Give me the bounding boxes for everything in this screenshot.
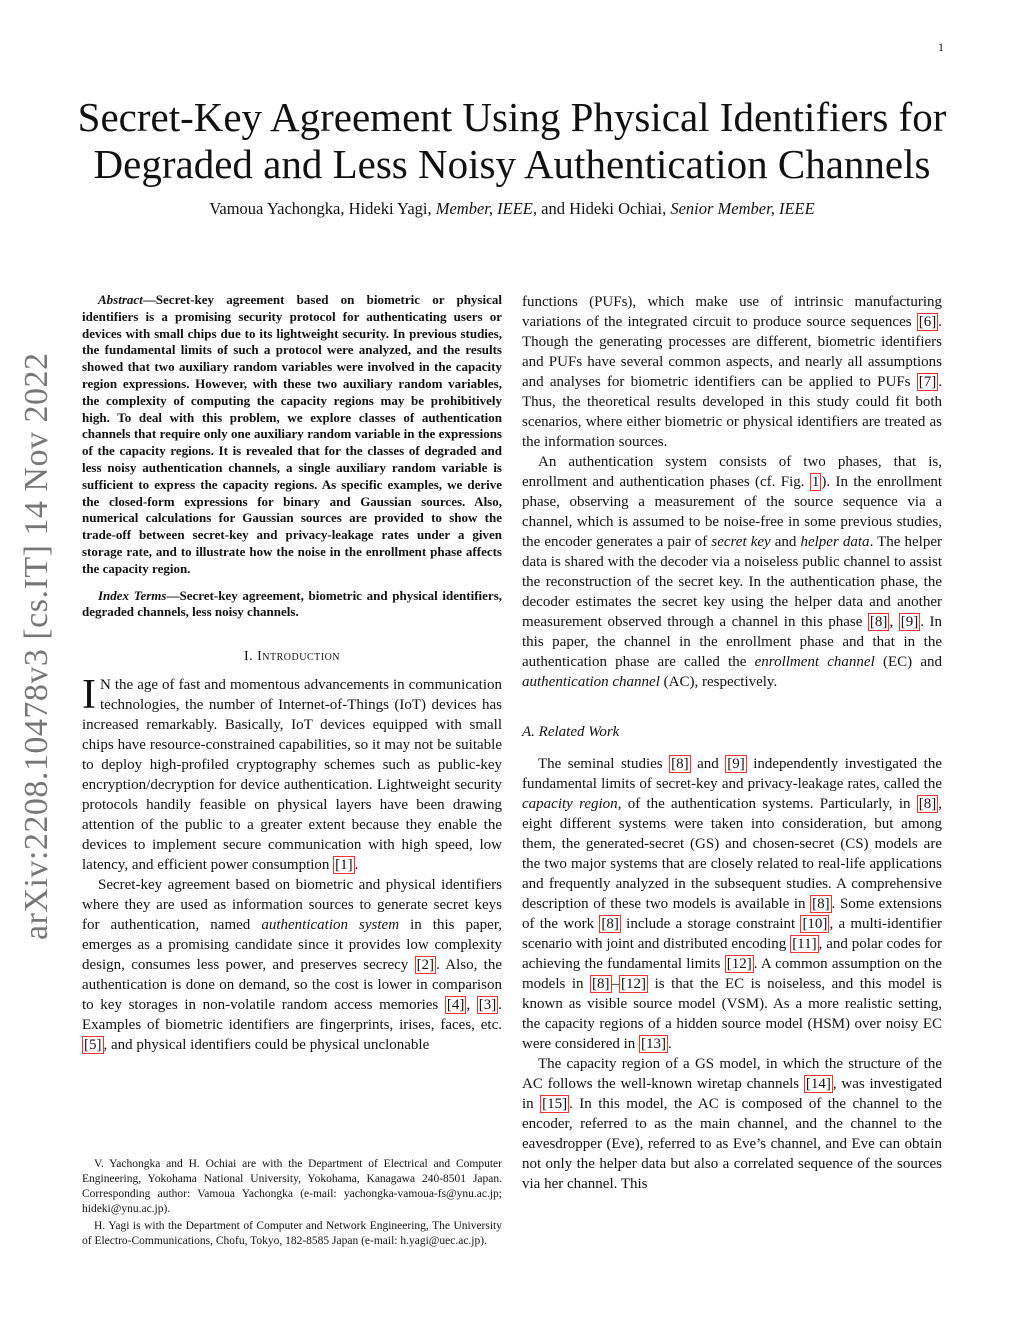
title-line-1: Secret-Key Agreement Using Physical Identifiers for xyxy=(77,94,947,140)
authors-part-2: and Hideki Ochiai, xyxy=(537,199,671,218)
author-role-1: Member, IEEE, xyxy=(435,199,537,218)
citation-link[interactable]: [13] xyxy=(641,1036,667,1052)
text-run: , and physical identifiers could be physical unclonable xyxy=(103,1037,430,1054)
text-run: and xyxy=(770,534,801,550)
abstract xyxy=(82,292,502,578)
text-run: . xyxy=(668,1036,672,1052)
text-run: . A common assumption on the models in xyxy=(522,956,942,992)
title-line-2: Degraded and Less Noisy Authentication Channels xyxy=(93,141,931,187)
intro-p1-end: . xyxy=(354,857,359,874)
citation-link[interactable]: [6] xyxy=(918,314,937,330)
section-number: I. xyxy=(243,649,258,665)
citation-link[interactable]: [3] xyxy=(478,997,497,1014)
paper-title xyxy=(60,94,964,188)
text-run: – xyxy=(611,976,620,992)
text-run: . In this paper, the channel in the enrollment phase and that in the authentication phase are called the xyxy=(522,614,942,670)
emphasis: authentication system xyxy=(261,917,400,934)
citation-link[interactable]: [7] xyxy=(918,374,937,390)
citation-link[interactable]: [10] xyxy=(802,916,828,932)
subsection-heading-related-work: A. Related Work xyxy=(522,724,620,740)
emphasis: enrollment channel xyxy=(754,654,875,670)
emphasis: capacity region xyxy=(522,796,618,812)
abstract-text: —Secret-key agreement based on biometric or physical identifiers is a promising security protocol for authenticating users or devices with small chips due to its lightweight security. In previous studies, the fundamental limits of such a protocol were analyzed, and the results showed that two auxiliary random variables were involved in the capacity region expressions. However, with these two auxiliary random variables, the complexity of computing the capacity regions may be prohibitively high. To deal with this problem, we explore classes of authentication channels that require only one auxiliary random variable in the expressions of the capacity regions. It is revealed that for the classes of degraded and less noisy authentication channels, a single auxiliary random variable is sufficient to express the capacity regions. As specific examples, we derive the closed-form expressions for binary and Gaussian sources. Also, numerical calculations for Gaussian sources are provided to show the trade-off between secret-key and privacy-leakage rates under a given storage rate, and to illustrate how the noise in the enrollment phase affects the capacity region. xyxy=(82,292,502,576)
right-paragraph-1 xyxy=(522,292,942,452)
text-run: . In this model, the AC is composed of the channel to the encoder, referred to as the main channel, and the channel to the eavesdropper (Eve), referred to as Eve’s channel, and Eve can obtain not only the helper data but also a correlated sequence of the sources via her channel. This xyxy=(522,1096,943,1192)
text-run: in this paper, emerges as a promising candidate since it provides low complexity design, consumes less power, and preserves secrecy xyxy=(82,917,502,974)
emphasis: helper data xyxy=(800,534,870,550)
abstract-lead: Abstract xyxy=(98,292,143,307)
text-run: , of the authentication systems. Particularly, in xyxy=(617,796,917,812)
text-run: , eight different systems were taken into consideration, but among them, the generated-secret (GS) and chosen-secret (CS) models are the two major systems that are closely related to real-life applications and frequently analyzed in the subsequent studies. A comprehensive description of these two models is available in xyxy=(522,796,942,912)
text-run: , was investigated in xyxy=(522,1076,942,1112)
citation-link[interactable]: [12] xyxy=(726,956,752,972)
text-run: The capacity region of a GS model, in which the structure of the AC follows the well-known wiretap channels xyxy=(522,1056,942,1092)
index-terms-text: —Secret-key agreement, biometric and physical identifiers, degraded channels, less noisy channels. xyxy=(82,587,503,620)
intro-p1-text: N the age of fast and momentous advancements in communication technologies, the number of Internet-of-Things (IoT) devices has increased remarkably. Basically, IoT devices equipped with small chips have resource-constrained capabilities, so it may not be suitable to deploy high-profiled cryptography schemes such as public-key encryption/decryption for device authentication. Lightweight security protocols handily feasible on physical layers have been drawing attention of the public to a greater extent because they enable the devices to implement secure communication with high speed, low latency, and efficient power consumption xyxy=(82,677,502,874)
arxiv-identifier-stamp[interactable]: arXiv:2208.10478v3 [cs.IT] 14 Nov 2022 xyxy=(18,352,55,940)
section-title: Introduction xyxy=(257,649,341,665)
citation-link[interactable]: [8] xyxy=(601,916,619,932)
text-run: , a multi-identifier scenario with joint and distributed encoding xyxy=(522,916,942,952)
text-run: (EC) and xyxy=(874,654,942,670)
emphasis: authentication channel xyxy=(522,674,660,690)
text-run: , xyxy=(466,997,477,1014)
text-run: . The helper data is shared with the decoder via a noiseless public channel to assist the reconstruction of the secret key. In the authentication phase, the decoder estimates the secret key using the helper data and another measurement observed through a channel in this phase xyxy=(522,534,942,630)
citation-link[interactable]: [14] xyxy=(805,1076,831,1092)
text-run: independently investigated the fundamental limits of secret-key and privacy-leakage rates, called the xyxy=(522,756,942,792)
text-run: include a storage constraint xyxy=(620,916,801,932)
page-number: 1 xyxy=(938,40,944,54)
right-column xyxy=(522,292,942,1194)
text-run: ). In the enrollment phase, observing a measurement of the source sequence via a channel, which is assumed to be noise-free in some previous studies, the encoder generates a pair of xyxy=(522,474,942,550)
text-run: . Thus, the theoretical results developed in this study could fit both scenarios, where either biometric or physical identifiers are treated as the information sources. xyxy=(522,374,942,450)
text-run: (AC), respectively. xyxy=(659,674,778,690)
text-run: is that the EC is noiseless, and this model is known as visible source model (VSM). As a more realistic setting, the capacity regions of a hidden source model (HSM) over noisy EC were considered in xyxy=(522,976,942,1052)
footnote-block xyxy=(82,1157,502,1251)
footnote-affiliation-1: V. Yachongka and H. Ochiai are with the Department of Electrical and Computer Engineering, Yokohama National University, Yokohama, Kanagawa 240-8501 Japan. Corresponding author: Vamoua Yachongka (e-mail: yachongka-vamoua-fs@ynu.ac.jp; hideki@ynu.ac.jp). xyxy=(82,1158,502,1215)
right-paragraph-2 xyxy=(522,452,942,692)
citation-link[interactable]: [4] xyxy=(446,997,465,1014)
right-paragraph-4 xyxy=(522,1054,942,1194)
figure-link[interactable]: 1 xyxy=(811,474,820,490)
text-run: The seminal studies xyxy=(538,756,670,772)
text-run: functions (PUFs), which make use of intrinsic manufacturing variations of the integrated circuit to produce source sequences xyxy=(522,294,942,330)
footnote-affiliation-2: H. Yagi is with the Department of Computer and Network Engineering, The University of Electro-Communications, Chofu, Tokyo, 182-8585 Japan (e-mail: h.yagi@uec.ac.jp). xyxy=(82,1220,502,1247)
index-terms-lead: Index Terms xyxy=(98,587,167,603)
citation-link[interactable]: [8] xyxy=(812,896,830,912)
text-run: An authentication system consists of two phases, that is, enrollment and authentication phases (cf. Fig. xyxy=(522,454,942,490)
text-run: . Though the generating processes are different, biometric identifiers and PUFs have several common aspects, and nearly all assumptions and analyses for biometric identifiers can be applied to PUFs xyxy=(522,314,942,390)
intro-paragraph-2 xyxy=(82,875,502,1055)
text-run: , and polar codes for achieving the fundamental limits xyxy=(522,936,942,972)
text-run: . Examples of biometric identifiers are fingerprints, irises, faces, etc. xyxy=(82,997,502,1034)
citation-link[interactable]: [9] xyxy=(727,756,745,772)
author-role-2: Senior Member, IEEE xyxy=(670,199,815,218)
citation-link[interactable]: [11] xyxy=(792,936,817,952)
intro-paragraph-1 xyxy=(82,672,502,875)
citation-link[interactable]: [8] xyxy=(869,614,888,630)
citation-link[interactable]: [15] xyxy=(542,1096,568,1112)
text-run: and xyxy=(690,756,726,772)
citation-link[interactable]: [9] xyxy=(900,614,919,630)
index-terms xyxy=(82,588,502,622)
citation-link[interactable]: [8] xyxy=(592,976,610,992)
citation-link[interactable]: [1] xyxy=(335,857,353,874)
author-list xyxy=(60,199,964,219)
citation-link[interactable]: [5] xyxy=(84,1037,102,1054)
text-run: . Some extensions of the work xyxy=(522,896,942,932)
text-run: . Also, the authentication is done on demand, so the cost is lower in comparison to key storages in non-volatile random access memories xyxy=(82,957,502,1014)
authors-part-1: Vamoua Yachongka, Hideki Yagi, xyxy=(209,199,436,218)
citation-link[interactable]: [2] xyxy=(416,957,435,974)
drop-cap-letter: I xyxy=(82,672,96,719)
emphasis: secret key xyxy=(711,534,771,550)
right-paragraph-3 xyxy=(522,754,942,1054)
citation-link[interactable]: [8] xyxy=(671,756,689,772)
left-column xyxy=(82,292,502,1055)
citation-link[interactable]: [12] xyxy=(621,976,647,992)
text-run: , xyxy=(889,614,899,630)
text-run: Secret-key agreement based on biometric and physical identifiers where they are used as information sources to generate secret keys for authentication, named xyxy=(82,877,502,934)
section-heading-introduction xyxy=(82,647,502,667)
citation-link[interactable]: [8] xyxy=(918,796,937,812)
